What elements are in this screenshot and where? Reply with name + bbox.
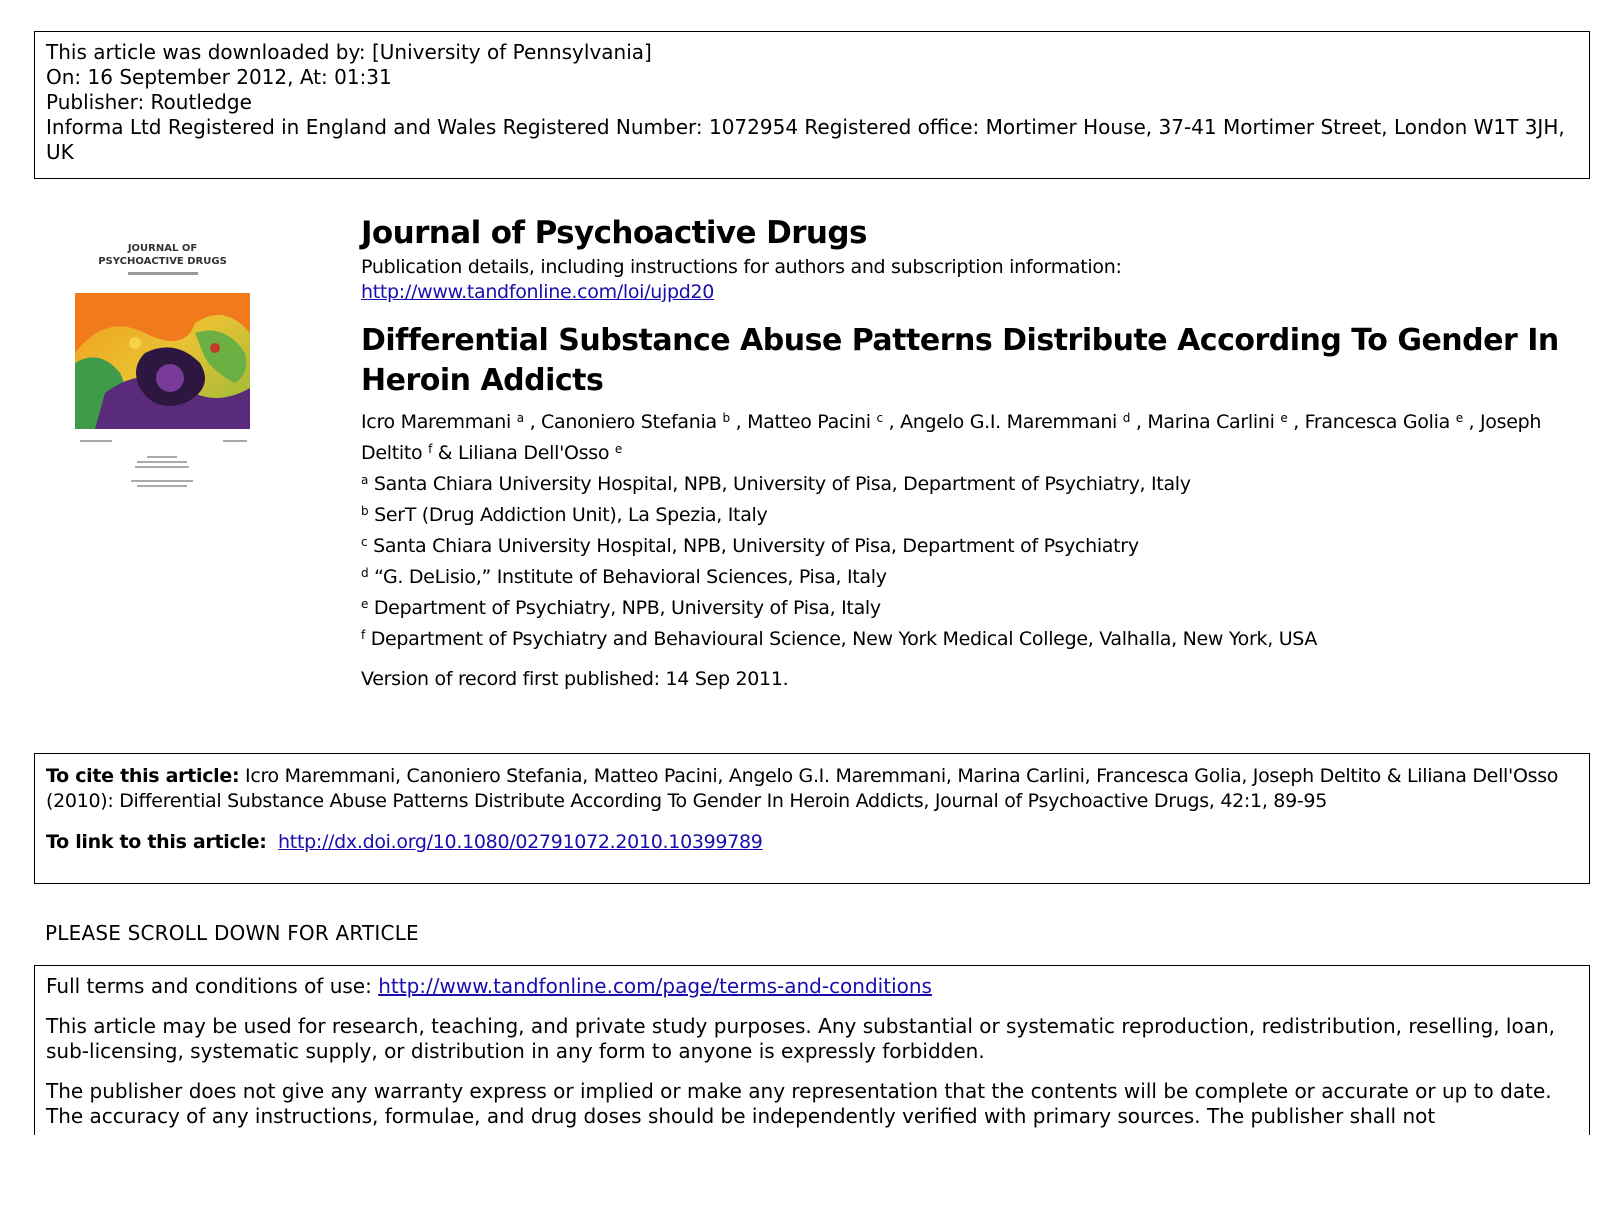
link-label: To link to this article:: [46, 831, 267, 853]
author-separator: ,: [1287, 411, 1305, 433]
citation-box: [34, 753, 1590, 884]
cover-subtitle: [75, 270, 250, 278]
author-affiliation-marker: e: [614, 442, 623, 456]
article-title: Differential Substance Abuse Patterns Distribute According To Gender In Heroin Addicts: [361, 323, 1559, 398]
author-name: Marina Carlini: [1147, 411, 1275, 433]
affiliation: [361, 624, 1590, 655]
registration-text: Informa Ltd Registered in England and Wales Registered Number: 1072954 Registered office: Mortimer House, 37-41 Mortimer Street, London W1T 3JH, UK: [46, 115, 1565, 164]
downloaded-by-text: This article was downloaded by: [University of Pennsylvania]: [46, 40, 652, 64]
terms-label: Full terms and conditions of use:: [46, 974, 372, 998]
author-affiliation-marker: e: [1455, 411, 1463, 425]
cover-footer-text: [75, 438, 250, 504]
author-affiliation-marker: c: [876, 411, 883, 425]
scroll-down-notice: PLEASE SCROLL DOWN FOR ARTICLE: [45, 921, 419, 945]
author-name: Liliana Dell'Osso: [458, 442, 610, 464]
article-header: [361, 214, 1590, 692]
journal-title: Journal of Psychoactive Drugs: [361, 215, 867, 251]
author-name: Matteo Pacini: [747, 411, 871, 433]
cite-text: Icro Maremmani, Canoniero Stefania, Matteo Pacini, Angelo G.I. Maremmani, Marina Carlini, Francesca Golia, Joseph Deltito & Liliana Dell'Osso (2010): Differential Substance Abuse Patterns Distribute According To Gender In Heroin Addicts, Journal of Psychoactive Drugs, 42:1, 89-95: [46, 765, 1559, 812]
author-affiliation-marker: b: [722, 411, 730, 425]
author-list: [361, 407, 1590, 469]
author-name: Icro Maremmani: [361, 411, 512, 433]
author-separator: ,: [1130, 411, 1148, 433]
publisher-text: Publisher: Routledge: [46, 90, 252, 114]
author-separator: ,: [729, 411, 748, 433]
terms-paragraph-2: The publisher does not give any warranty express or implied or make any representation that the contents will be complete or accurate or up to date. The accuracy of any instructions, formulae, and drug doses should be independently verified with primary sources. The publisher shall not: [46, 1079, 1552, 1128]
author-name: Angelo G.I. Maremmani: [900, 411, 1118, 433]
author-affiliation-marker: a: [516, 411, 524, 425]
cite-label: To cite this article:: [46, 765, 240, 787]
affiliation: [361, 531, 1590, 562]
download-date-text: On: 16 September 2012, At: 01:31: [46, 65, 392, 89]
affiliation-text: Department of Psychiatry, NPB, University of Pisa, Italy: [373, 597, 881, 619]
affiliation-text: Santa Chiara University Hospital, NPB, University of Pisa, Department of Psychiatry: [373, 535, 1139, 557]
author-separator: ,: [523, 411, 542, 433]
author-separator: ,: [1462, 411, 1480, 433]
terms-line: [46, 974, 1578, 999]
affiliation: [361, 500, 1590, 531]
author-affiliation-marker: e: [1280, 411, 1288, 425]
affiliation-marker: b: [361, 504, 369, 518]
affiliation-text: Santa Chiara University Hospital, NPB, University of Pisa, Department of Psychiatry, Italy: [373, 473, 1191, 495]
affiliation: [361, 593, 1590, 624]
author-name: Francesca Golia: [1304, 411, 1450, 433]
author-name: Joseph Deltito: [361, 411, 1542, 464]
terms-box: [34, 965, 1590, 1135]
affiliation-text: “G. DeLisio,” Institute of Behavioral Sciences, Pisa, Italy: [374, 566, 887, 588]
cite-this-article: [46, 764, 1578, 814]
cover-artwork: [75, 293, 250, 429]
author-affiliation-marker: d: [1122, 411, 1131, 425]
affiliation-text: Department of Psychiatry and Behavioural Science, New York Medical College, Valhalla, New York, USA: [370, 628, 1318, 650]
affiliation-list: [361, 469, 1590, 655]
affiliation-marker: a: [361, 473, 369, 487]
link-to-article: [46, 830, 1578, 855]
author-separator: ,: [882, 411, 901, 433]
cover-title-line2: PSYCHOACTIVE DRUGS: [98, 256, 227, 267]
doi-link[interactable]: http://dx.doi.org/10.1080/02791072.2010.10399789: [278, 831, 763, 853]
affiliation: [361, 469, 1590, 500]
journal-url-link[interactable]: http://www.tandfonline.com/loi/ujpd20: [361, 281, 715, 303]
cover-title: [75, 242, 250, 268]
affiliation-text: SerT (Drug Addiction Unit), La Spezia, Italy: [374, 504, 768, 526]
affiliation-marker: d: [361, 566, 369, 580]
affiliation-marker: f: [361, 628, 365, 642]
author-affiliation-marker: f: [428, 442, 432, 456]
affiliation-marker: c: [361, 535, 368, 549]
terms-paragraph-1: This article may be used for research, teaching, and private study purposes. Any substantial or systematic reproduction, redistribution, reselling, loan, sub-licensing, systematic supply, or distribution in any form to anyone is expressly forbidden.: [46, 1014, 1555, 1063]
affiliation-marker: e: [361, 597, 369, 611]
publication-details: [361, 255, 1590, 305]
journal-cover-image: [75, 238, 250, 504]
author-name: Canoniero Stefania: [541, 411, 717, 433]
download-info-box: [34, 31, 1590, 179]
affiliation: [361, 562, 1590, 593]
cover-title-line1: JOURNAL OF: [127, 243, 198, 254]
author-separator: &: [432, 442, 458, 464]
version-of-record: Version of record first published: 14 Sep 2011.: [361, 668, 789, 690]
terms-link[interactable]: http://www.tandfonline.com/page/terms-and-conditions: [378, 974, 932, 998]
publication-details-label: Publication details, including instructions for authors and subscription information:: [361, 256, 1122, 278]
